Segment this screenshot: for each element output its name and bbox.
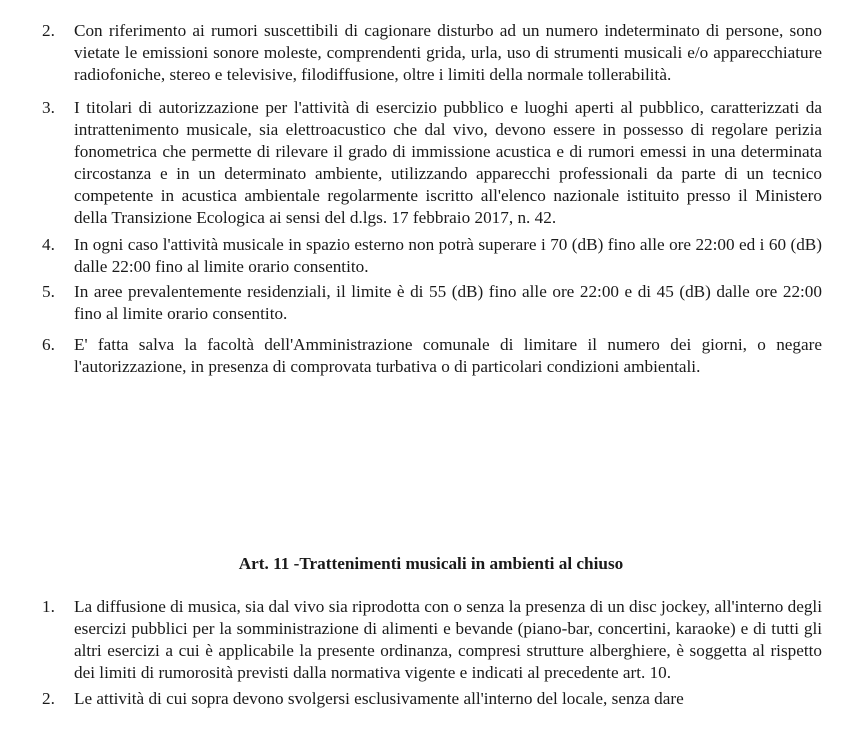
list-item-5 — [0, 281, 862, 325]
item-text: I titolari di autorizzazione per l'attività di esercizio pubblico e luoghi aperti al pubblico, caratterizzati da intrattenimento musicale, sia elettroacustico che dal vivo, devono essere in possesso di regolare perizia fonometrica che permette di rilevare il grado di immissione acustica e di rumori emessi in una determinata circostanza e in un determinato ambiente, utilizzando apparecchi professionali da parte di un tecnico competente in acustica ambientale regolarmente iscritto all'elenco nazionale istituito presso il Ministero della Transizione Ecologica ai sensi del d.lgs. 17 febbraio 2017, n. 42. — [74, 98, 822, 227]
list-item-2 — [0, 20, 862, 86]
list-item-6 — [0, 334, 862, 378]
item-text: La diffusione di musica, sia dal vivo sia riprodotta con o senza la presenza di un disc jockey, all'interno degli esercizi pubblici per la somministrazione di alimenti e bevande (piano-bar, concertini, karaoke) e di tutti gli altri esercizi a cui è applicabile la presente ordinanza, compresi strutture alberghiere, è soggetta al rispetto dei limiti di rumorosità previsti dalla normativa vigente e indicati al precedente art. 10. — [74, 597, 822, 682]
list-item-2-bottom — [0, 688, 862, 710]
item-number: 2. — [42, 21, 55, 40]
item-number: 3. — [42, 98, 55, 117]
item-number: 6. — [42, 335, 55, 354]
item-text: In aree prevalentemente residenziali, il limite è di 55 (dB) fino alle ore 22:00 e di 45 (dB) dalle ore 22:00 fino al limite orario consentito. — [74, 282, 822, 323]
list-item-1 — [0, 596, 862, 684]
item-number: 1. — [42, 597, 55, 616]
item-text: E' fatta salva la facoltà dell'Amministrazione comunale di limitare il numero dei giorni, o negare l'autorizzazione, in presenza di comprovata turbativa o di particolari condizioni ambientali. — [74, 335, 822, 376]
paragraph-list-top — [0, 20, 862, 378]
list-item-3 — [0, 97, 862, 229]
item-text: Con riferimento ai rumori suscettibili di cagionare disturbo ad un numero indeterminato di persone, sono vietate le emissioni sonore moleste, comprendenti grida, urla, uso di strumenti musicali e/o apparecchiature radiofoniche, stereo e televisive, filodiffusione, oltre i limiti della normale tollerabilità. — [74, 21, 822, 84]
item-text: Le attività di cui sopra devono svolgersi esclusivamente all'interno del locale, senza dare — [74, 689, 684, 708]
item-number: 5. — [42, 282, 55, 301]
item-number: 2. — [42, 689, 55, 708]
item-text: In ogni caso l'attività musicale in spazio esterno non potrà superare i 70 (dB) fino alle ore 22:00 ed i 60 (dB) dalle 22:00 fino al limite orario consentito. — [74, 235, 822, 276]
item-number: 4. — [42, 235, 55, 254]
list-item-4 — [0, 234, 862, 278]
paragraph-list-bottom — [0, 596, 862, 710]
article-heading: Art. 11 -Trattenimenti musicali in ambienti al chiuso — [238, 554, 624, 573]
